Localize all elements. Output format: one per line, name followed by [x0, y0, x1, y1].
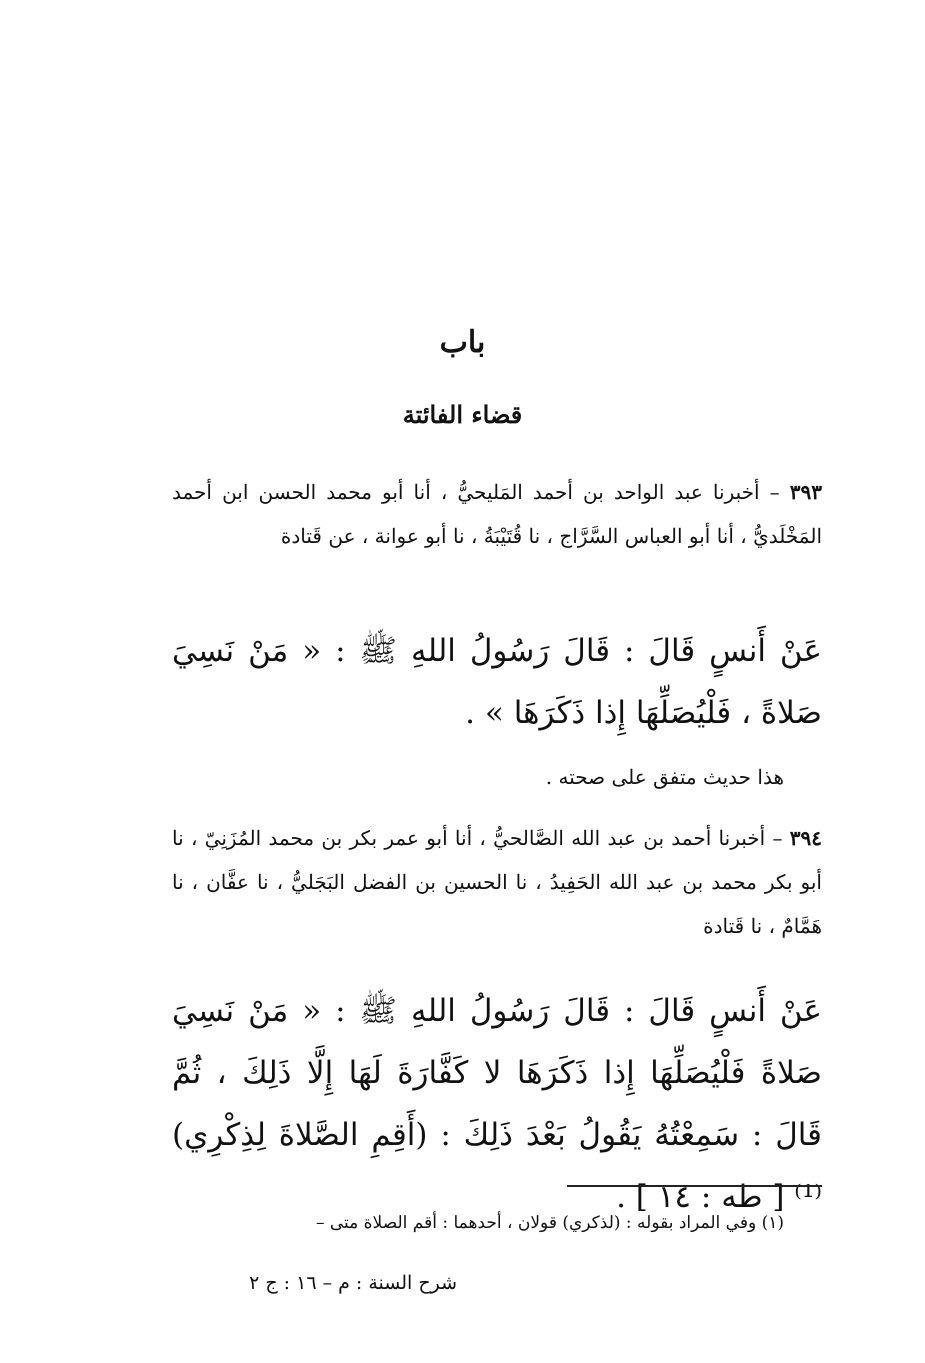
hadith-393-text: عَنْ أَنسٍ قَالَ : قَالَ رَسُولُ اللهِ ﷺ : « مَنْ نَسِيَ صَلاةً ، فَلْيُصَلِّهَا إِذا ذَكَرَهَا » . — [172, 633, 822, 731]
chapter-heading: باب — [439, 325, 486, 360]
hadith-394-isnad — [172, 816, 822, 948]
hadith-394-text: عَنْ أَنسٍ قَالَ : قَالَ رَسُولُ اللهِ ﷺ : « مَنْ نَسِيَ صَلاةً فَلْيُصَلِّهَا إِذا ذَكَرَهَا لا كَفَّارَةَ لَهَا إِلَّا ذَلِكَ ، ثُمَّ قَالَ : سَمِعْتُهُ يَقُولُ بَعْدَ ذَلِكَ : (أَقِمِ الصَّلاةَ لِذِكْرِي) ⁽¹⁾ [ طه : ١٤ ] . — [172, 993, 822, 1215]
hadith-393-number: ٣٩٣ — [789, 480, 822, 504]
hadith-394-number: ٣٩٤ — [789, 826, 822, 850]
footnote-divider — [567, 1185, 822, 1187]
chapter-subtitle: قضاء الفائتة — [402, 400, 523, 429]
hadith-393-chain: – أخبرنا عبد الواحد بن أحمد المَليحيُّ ، أنا أبو محمد الحسن ابن أحمد المَخْلَديُّ ، أنا أبو العباس السَّرَّاج ، نا قُتَيْبَةُ ، نا أبو عوانة ، عن قَتادة — [172, 480, 822, 548]
page-signature: شرح السنة : م – ١٦ : ج ٢ — [249, 1272, 457, 1294]
hadith-393-verdict: هذا حديث متفق على صحته . — [545, 765, 784, 789]
hadith-393-isnad — [172, 470, 822, 558]
footnote: (١) وفي المراد بقوله : (لذكري) قولان ، أحدهما : أقم الصلاة متى – — [315, 1213, 784, 1233]
hadith-394-chain: – أخبرنا أحمد بن عبد الله الصَّالحيُّ ، أنا أبو عمر بكر بن محمد المُزَنِيّ ، نا أبو بكر محمد بن عبد الله الحَفِيدُ ، نا الحسين بن الفضل البَجَليُّ ، نا عفَّان ، نا هَمَّامٌ ، نا قَتادة — [172, 826, 822, 938]
